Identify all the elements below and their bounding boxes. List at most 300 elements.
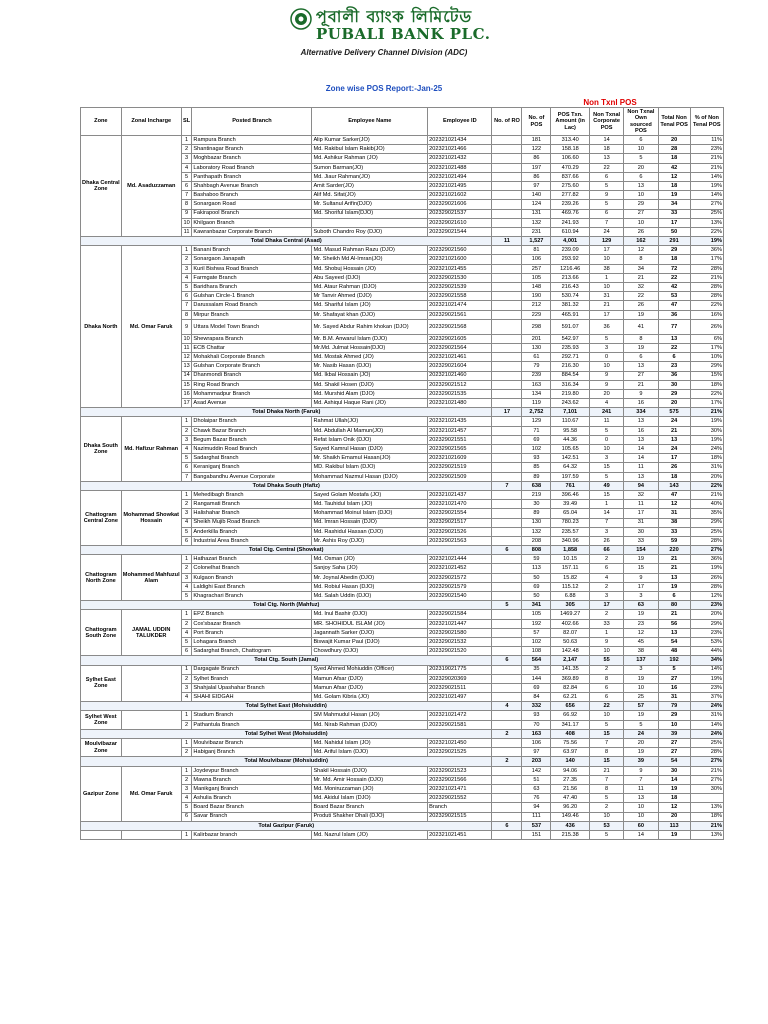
corp-cell: 8 [589, 784, 623, 793]
sl-cell: 10 [181, 334, 192, 343]
total-corp: 66 [589, 546, 623, 555]
ro-cell [492, 445, 522, 454]
ro-cell [492, 536, 522, 545]
total-ro: 5 [492, 601, 522, 610]
amount-cell: 239.26 [551, 200, 590, 209]
branch-cell: Industrial Area Branch [192, 536, 312, 545]
ro-cell [492, 619, 522, 628]
amount-cell: 65.04 [551, 509, 590, 518]
amount-cell: 149.46 [551, 812, 590, 821]
branch-cell: Habiganj Branch [192, 748, 312, 757]
amount-cell: 465.91 [551, 310, 590, 319]
corp-cell: 0 [589, 435, 623, 444]
sl-cell: 3 [181, 264, 192, 273]
employee-cell: Mamun Afsar (DJO) [312, 683, 428, 692]
pct-cell: 26% [690, 319, 723, 334]
amount-cell: 158.18 [551, 145, 590, 154]
total-non-cell: 12 [658, 172, 690, 181]
pct-cell: 21% [690, 154, 723, 163]
pos-cell: 208 [522, 536, 551, 545]
employee-cell: Alif Md. Sifat(JO) [312, 191, 428, 200]
own-cell: 25 [624, 693, 658, 702]
zone-total-label: Total Dhaka South (Hafiz) [81, 481, 492, 490]
pos-cell: 229 [522, 310, 551, 319]
amount-cell: 241.93 [551, 218, 590, 227]
total-non-cell: 18 [658, 181, 690, 190]
own-cell: 7 [624, 775, 658, 784]
own-cell: 5 [624, 720, 658, 729]
sl-cell: 3 [181, 784, 192, 793]
branch-cell: Kawranbazar Corporate Branch [192, 227, 312, 236]
pos-cell: 85 [522, 463, 551, 472]
employee-cell: Suboth Chandro Roy (DJO) [312, 227, 428, 236]
own-cell: 30 [624, 527, 658, 536]
employee-id-cell: 202329021535 [428, 389, 492, 398]
amount-cell: 96.20 [551, 803, 590, 812]
pct-cell: 24% [690, 445, 723, 454]
pos-cell: 219 [522, 490, 551, 499]
col-employee: Employee Name [312, 108, 428, 136]
zone-total-label: Total Sylhet West (Mohsiuddin) [81, 729, 492, 738]
total-non-cell: 27 [658, 739, 690, 748]
pos-cell: 86 [522, 172, 551, 181]
pct-cell: 37% [690, 693, 723, 702]
amount-cell: 15.82 [551, 573, 590, 582]
total-non-cell: 22 [658, 343, 690, 352]
branch-cell: Keraniganj Branch [192, 463, 312, 472]
employee-id-cell: 202321021432 [428, 154, 492, 163]
employee-cell: Md. Murshid Alam (DJO) [312, 389, 428, 398]
total-non-cell: 21 [658, 555, 690, 564]
pos-cell: 30 [522, 500, 551, 509]
employee-cell: Shakil Hossain (DJO) [312, 766, 428, 775]
sl-cell: 2 [181, 564, 192, 573]
employee-id-cell: 202329021515 [428, 812, 492, 821]
pct-cell: 28% [690, 582, 723, 591]
pos-cell: 35 [522, 665, 551, 674]
total-non-cell: 21 [658, 610, 690, 619]
employee-cell: Md. Ariful Islam (DJO) [312, 748, 428, 757]
employee-cell: Md. Ashikur Rahman (JO) [312, 154, 428, 163]
total-amount: 436 [551, 821, 590, 830]
total-corp: 15 [589, 729, 623, 738]
corp-cell: 6 [589, 172, 623, 181]
ro-cell [492, 399, 522, 408]
total-pos: 564 [522, 656, 551, 665]
total-non-cell: 29 [658, 711, 690, 720]
sl-cell: 2 [181, 748, 192, 757]
own-cell: 5 [624, 154, 658, 163]
branch-cell: Laboratory Road Branch [192, 163, 312, 172]
employee-cell: Md. Nirab Rahman (DJO) [312, 720, 428, 729]
total-non-cell: 20 [658, 399, 690, 408]
branch-cell: Panthapath Branch [192, 172, 312, 181]
own-cell: 12 [624, 628, 658, 637]
ro-cell [492, 647, 522, 656]
sl-cell: 2 [181, 255, 192, 264]
ro-cell [492, 255, 522, 264]
employee-cell: Mr. Nasib Hasan (DJO) [312, 362, 428, 371]
own-cell: 9 [624, 389, 658, 398]
pos-cell: 130 [522, 343, 551, 352]
amount-cell: 213.66 [551, 273, 590, 282]
branch-cell: Fakirapool Branch [192, 209, 312, 218]
pos-report-table-wrap [80, 107, 724, 840]
branch-cell: Sylhet Branch [192, 674, 312, 683]
employee-id-cell: 202319021775 [428, 665, 492, 674]
employee-id-cell: 202321021609 [428, 454, 492, 463]
total-non-cell: 34 [658, 200, 690, 209]
total-ro: 2 [492, 729, 522, 738]
total-non-cell: 23 [658, 362, 690, 371]
amount-cell: 340.96 [551, 536, 590, 545]
ro-cell [492, 555, 522, 564]
pos-cell: 102 [522, 637, 551, 646]
amount-cell: 95.58 [551, 426, 590, 435]
employee-id-cell: 202329020369 [428, 674, 492, 683]
pct-cell: 22% [690, 301, 723, 310]
ro-cell [492, 371, 522, 380]
employee-id-cell: 202329021564 [428, 343, 492, 352]
corp-cell: 8 [589, 674, 623, 683]
employee-id-cell: 202321021437 [428, 490, 492, 499]
sl-cell: 1 [181, 555, 192, 564]
ro-cell [492, 637, 522, 646]
ro-cell [492, 283, 522, 292]
corp-cell: 33 [589, 619, 623, 628]
table-row [81, 610, 724, 619]
amount-cell: 39.49 [551, 500, 590, 509]
corp-cell: 9 [589, 371, 623, 380]
pos-cell: 134 [522, 389, 551, 398]
sl-cell: 1 [181, 246, 192, 255]
zone-cell [81, 830, 122, 839]
total-corp: 53 [589, 821, 623, 830]
corp-cell: 0 [589, 353, 623, 362]
amount-cell: 62.21 [551, 693, 590, 702]
ro-cell [492, 181, 522, 190]
employee-cell: Md. Inul Bashir (DJO) [312, 610, 428, 619]
sl-cell: 13 [181, 362, 192, 371]
pos-cell: 105 [522, 610, 551, 619]
total-non-cell: 24 [658, 417, 690, 426]
employee-cell: Sayed Kamrul Hasan (DJO) [312, 445, 428, 454]
ro-cell [492, 748, 522, 757]
corp-cell: 5 [589, 181, 623, 190]
own-cell: 10 [624, 218, 658, 227]
zone-cell: Chattogram North Zone [81, 555, 122, 601]
total-non-total: 575 [658, 408, 690, 417]
branch-cell: Cox'sbazar Branch [192, 619, 312, 628]
total-non-cell: 12 [658, 500, 690, 509]
pos-cell: 131 [522, 209, 551, 218]
total-non-cell: 27 [658, 748, 690, 757]
zone-total-row [81, 702, 724, 711]
branch-cell: Shantinagar Branch [192, 145, 312, 154]
sl-cell: 5 [181, 283, 192, 292]
pos-cell: 93 [522, 711, 551, 720]
total-pct: 21% [690, 821, 723, 830]
total-pos: 638 [522, 481, 551, 490]
zone-cell: Dhaka Central Zone [81, 136, 122, 237]
branch-cell: Farmgate Branch [192, 273, 312, 282]
incharge-cell: Md. Asaduzzaman [121, 136, 181, 237]
branch-cell: Sonargaon Janapath [192, 255, 312, 264]
employee-id-cell: 202321021600 [428, 255, 492, 264]
own-cell: 26 [624, 227, 658, 236]
pct-cell: 17% [690, 399, 723, 408]
sl-cell: 5 [181, 637, 192, 646]
ro-cell [492, 310, 522, 319]
sl-cell: 1 [181, 610, 192, 619]
pos-cell: 97 [522, 181, 551, 190]
own-cell: 19 [624, 610, 658, 619]
pos-cell: 106 [522, 255, 551, 264]
total-pct: 22% [690, 481, 723, 490]
employee-id-cell: 202329021539 [428, 283, 492, 292]
total-non-cell: 42 [658, 163, 690, 172]
corp-cell: 14 [589, 509, 623, 518]
sl-cell: 3 [181, 683, 192, 692]
total-ro: 6 [492, 546, 522, 555]
branch-cell: Dholaipar Branch [192, 417, 312, 426]
total-non-cell: 53 [658, 292, 690, 301]
amount-cell: 239.09 [551, 246, 590, 255]
total-corp: 17 [589, 601, 623, 610]
corp-cell: 4 [589, 399, 623, 408]
pos-cell: 70 [522, 720, 551, 729]
total-own: 137 [624, 656, 658, 665]
own-cell: 10 [624, 803, 658, 812]
total-non-cell: 14 [658, 775, 690, 784]
total-pct: 19% [690, 237, 723, 246]
total-ro: 11 [492, 237, 522, 246]
employee-id-cell: 202321021447 [428, 619, 492, 628]
employee-cell: Md. Shariful Islam (JO) [312, 301, 428, 310]
ro-cell [492, 264, 522, 273]
pct-cell: 28% [690, 292, 723, 301]
branch-cell: EPZ Branch [192, 610, 312, 619]
employee-cell: MR. SHOHIDUL ISLAM (JO) [312, 619, 428, 628]
employee-id-cell: 202321021455 [428, 264, 492, 273]
amount-cell: 293.92 [551, 255, 590, 264]
bank-name-english: PUBALI BANK PLC. [316, 25, 491, 43]
employee-id-cell: 202329021520 [428, 647, 492, 656]
employee-id-cell: 202329021579 [428, 582, 492, 591]
zone-cell: Chattogram Central Zone [81, 490, 122, 545]
pos-cell: 71 [522, 426, 551, 435]
pos-cell: 79 [522, 362, 551, 371]
employee-id-cell: 202329021517 [428, 518, 492, 527]
corp-cell: 7 [589, 739, 623, 748]
employee-cell: Md. Ikbal Hossain (JO) [312, 371, 428, 380]
pos-report-table [80, 107, 724, 840]
pct-cell: 27% [690, 200, 723, 209]
corp-cell: 4 [589, 573, 623, 582]
pct-cell: 15% [690, 371, 723, 380]
amount-cell: 50.63 [551, 637, 590, 646]
zone-cell: Dhaka South Zone [81, 417, 122, 481]
own-cell: 32 [624, 490, 658, 499]
pct-cell: 25% [690, 527, 723, 536]
employee-cell: Abu Sayeed (DJO) [312, 273, 428, 282]
total-pos: 163 [522, 729, 551, 738]
employee-id-cell: 202321021488 [428, 163, 492, 172]
total-own: 154 [624, 546, 658, 555]
total-non-cell: 5 [658, 665, 690, 674]
employee-id-cell: 202329021561 [428, 310, 492, 319]
corp-cell: 18 [589, 145, 623, 154]
total-non-cell: 47 [658, 301, 690, 310]
own-cell: 27 [624, 371, 658, 380]
employee-cell: Md. Golam Kibria (JO) [312, 693, 428, 702]
ro-cell [492, 136, 522, 145]
pos-cell: 192 [522, 619, 551, 628]
sl-cell: 9 [181, 209, 192, 218]
branch-cell: Stadium Branch [192, 711, 312, 720]
amount-cell: 215.38 [551, 830, 590, 839]
amount-cell: 381.32 [551, 301, 590, 310]
total-non-cell: 38 [658, 518, 690, 527]
total-non-cell: 13 [658, 628, 690, 637]
employee-id-cell: 202329021525 [428, 748, 492, 757]
incharge-cell [121, 830, 181, 839]
branch-cell: Sadarghat Branch, Chattogram [192, 647, 312, 656]
sl-cell: 11 [181, 227, 192, 236]
corp-cell: 7 [589, 775, 623, 784]
table-row [81, 555, 724, 564]
own-cell: 10 [624, 812, 658, 821]
employee-cell: Md. Abdullah Al Mamun(JO) [312, 426, 428, 435]
branch-cell: Shahbagh Avenue Branch [192, 181, 312, 190]
pct-cell: 19% [690, 674, 723, 683]
employee-id-cell: 202321021461 [428, 353, 492, 362]
total-corp: 15 [589, 757, 623, 766]
own-cell: 13 [624, 472, 658, 481]
own-cell: 19 [624, 310, 658, 319]
corp-cell: 5 [589, 794, 623, 803]
corp-cell: 17 [589, 310, 623, 319]
sl-cell: 6 [181, 292, 192, 301]
employee-id-cell: 202329021572 [428, 573, 492, 582]
total-own: 162 [624, 237, 658, 246]
employee-id-cell: 202329021519 [428, 463, 492, 472]
employee-cell: Mr. Md. Amir Hossain (DJO) [312, 775, 428, 784]
zone-cell: Moulvibazar Zone [81, 739, 122, 757]
ro-cell [492, 775, 522, 784]
pos-cell: 140 [522, 191, 551, 200]
branch-cell: Khilgaon Branch [192, 218, 312, 227]
corp-cell: 2 [589, 582, 623, 591]
corp-cell: 26 [589, 536, 623, 545]
amount-cell: 216.43 [551, 283, 590, 292]
total-non-total: 79 [658, 702, 690, 711]
total-non-cell: 13 [658, 573, 690, 582]
own-cell: 10 [624, 191, 658, 200]
col-employee-id: Employee ID [428, 108, 492, 136]
ro-cell [492, 191, 522, 200]
pos-cell: 144 [522, 674, 551, 683]
pos-cell: 111 [522, 812, 551, 821]
branch-cell: Port Branch [192, 628, 312, 637]
total-non-cell: 17 [658, 454, 690, 463]
ro-cell [492, 582, 522, 591]
total-non-total: 192 [658, 656, 690, 665]
employee-id-cell: 202321021466 [428, 145, 492, 154]
branch-cell: Moghbazar Branch [192, 154, 312, 163]
employee-id-cell: 202321021444 [428, 555, 492, 564]
total-non-cell: 6 [658, 353, 690, 362]
amount-cell: 10.15 [551, 555, 590, 564]
employee-id-cell: 202329021565 [428, 445, 492, 454]
total-non-cell: 19 [658, 582, 690, 591]
corp-cell: 6 [589, 564, 623, 573]
pos-cell: 132 [522, 218, 551, 227]
pct-cell: 14% [690, 665, 723, 674]
sl-cell: 1 [181, 417, 192, 426]
sl-cell: 4 [181, 445, 192, 454]
amount-cell: 47.40 [551, 794, 590, 803]
branch-cell: Rampura Branch [192, 136, 312, 145]
total-non-cell: 47 [658, 490, 690, 499]
employee-id-cell: 202329021554 [428, 509, 492, 518]
sl-cell: 10 [181, 218, 192, 227]
corp-cell: 15 [589, 463, 623, 472]
sl-cell: 2 [181, 426, 192, 435]
sl-cell: 2 [181, 720, 192, 729]
amount-cell: 82.84 [551, 683, 590, 692]
pct-cell: 23% [690, 683, 723, 692]
corp-cell: 3 [589, 454, 623, 463]
pct-cell: 18% [690, 812, 723, 821]
ro-cell [492, 500, 522, 509]
zone-total-row [81, 729, 724, 738]
col-sl: SL [181, 108, 192, 136]
corp-cell: 22 [589, 163, 623, 172]
sl-cell: 3 [181, 154, 192, 163]
branch-cell: Darussalam Road Branch [192, 301, 312, 310]
ro-cell [492, 830, 522, 839]
employee-id-cell: 202321021457 [428, 426, 492, 435]
employee-id-cell: 202329021604 [428, 362, 492, 371]
pct-cell: 18% [690, 454, 723, 463]
total-ro: 7 [492, 481, 522, 490]
sl-cell: 6 [181, 463, 192, 472]
bank-name-bangla: পূবালী ব্যাংক লিমিটেড [316, 7, 473, 26]
total-non-cell: 10 [658, 720, 690, 729]
corp-cell: 10 [589, 283, 623, 292]
pct-cell: 31% [690, 711, 723, 720]
total-non-cell: 29 [658, 246, 690, 255]
ro-cell [492, 154, 522, 163]
branch-cell: Shewrapara Branch [192, 334, 312, 343]
corp-cell: 21 [589, 301, 623, 310]
own-cell: 21 [624, 380, 658, 389]
amount-cell: 837.66 [551, 172, 590, 181]
pos-cell: 102 [522, 445, 551, 454]
employee-cell: Mr. Sayed Abdur Rahim khokan (DJO) [312, 319, 428, 334]
amount-cell: 402.66 [551, 619, 590, 628]
total-non-cell: 31 [658, 693, 690, 702]
corp-cell: 5 [589, 720, 623, 729]
total-non-cell: 20 [658, 136, 690, 145]
total-non-cell: 13 [658, 435, 690, 444]
pct-cell: 19% [690, 435, 723, 444]
total-non-total: 39 [658, 729, 690, 738]
branch-cell: Khagrachari Branch [192, 592, 312, 601]
amount-cell: 469.76 [551, 209, 590, 218]
total-non-total: 143 [658, 481, 690, 490]
